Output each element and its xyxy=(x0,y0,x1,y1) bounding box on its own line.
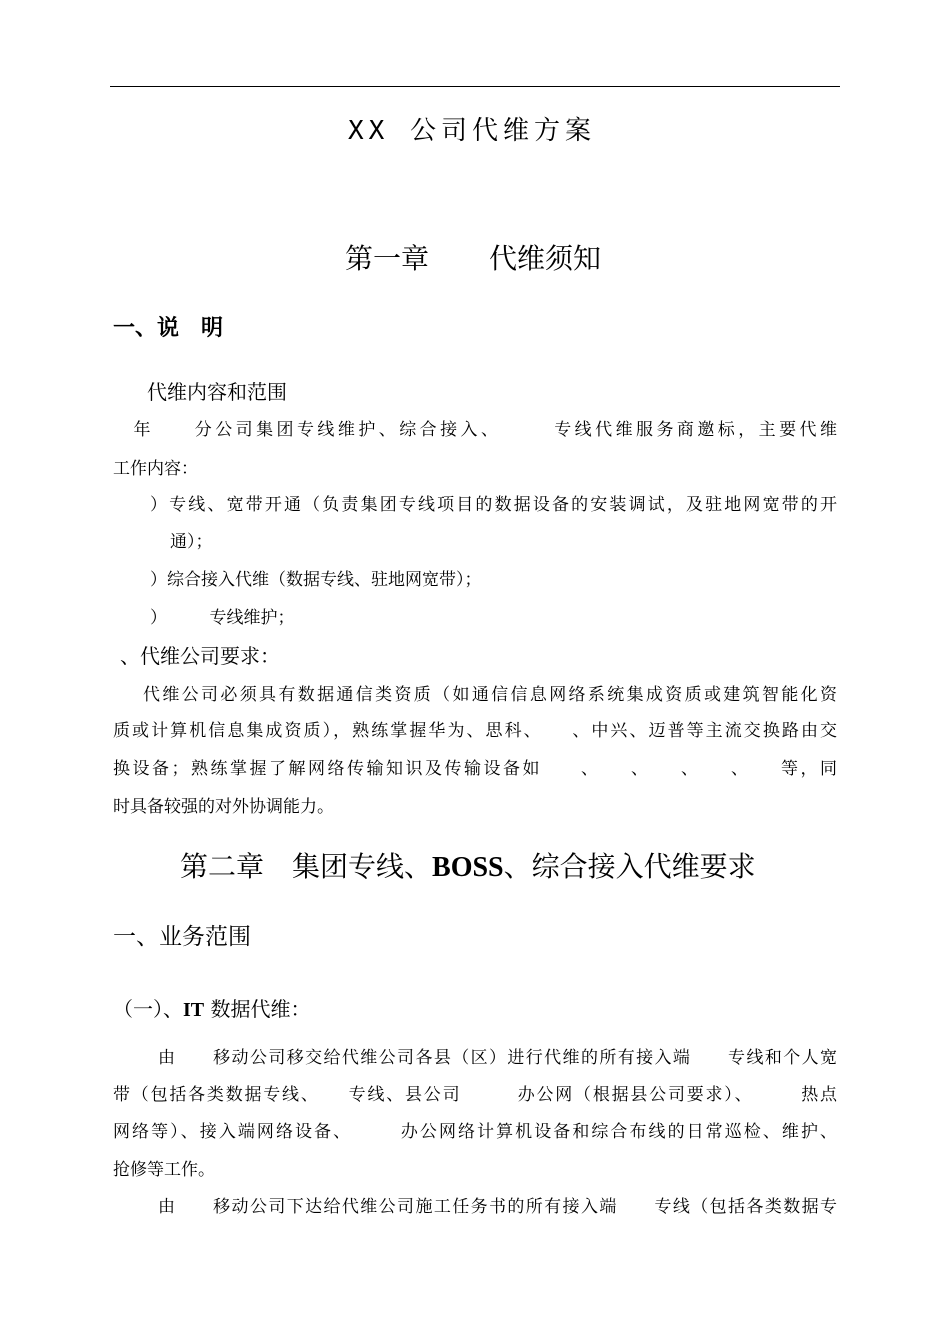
chapter2-heading xyxy=(180,845,756,885)
requirements-line-4: 时具备较强的对外协调能力。 xyxy=(113,797,334,817)
it-para1-line1: 由 移动公司移交给代维公司各县（区）进行代维的所有接入端 专线和个人宽 xyxy=(158,1048,837,1068)
header-rule xyxy=(110,86,840,87)
chapter2-boss: BOSS xyxy=(432,852,504,883)
scope-intro-line2: 工作内容： xyxy=(113,459,198,479)
subsection-heading-scope: 代维内容和范围 xyxy=(147,380,287,404)
section-heading-explanation: 一、说 明 xyxy=(113,316,224,341)
scope-item-2: ）综合接入代维（数据专线、驻地网宽带）； xyxy=(150,570,482,590)
it-prefix: （一）、 xyxy=(113,997,183,1021)
requirements-line-1: 代维公司必须具有数据通信类资质（如通信信息网络系统集成资质或建筑智能化资 xyxy=(143,685,837,705)
requirements-line-2: 质或计算机信息集成资质），熟练掌握华为、思科、 、中兴、迈普等主流交换路由交 xyxy=(113,721,837,741)
it-para2-line1: 由 移动公司下达给代维公司施工任务书的所有接入端 专线（包括各类数据专 xyxy=(158,1197,837,1217)
it-para1-line4: 抢修等工作。 xyxy=(113,1160,215,1180)
it-para1-line2: 带（包括各类数据专线、 专线、县公司 办公网（根据县公司要求）、 热点 xyxy=(113,1085,837,1105)
subsection-heading-it-maintenance xyxy=(113,993,310,1022)
chapter1-label: 第一章 xyxy=(345,242,430,275)
scope-intro-line1: 年 分公司集团专线维护、综合接入、 专线代维服务商邀标，主要代维 xyxy=(113,420,837,440)
chapter2-prefix: 第二章 集团专线、 xyxy=(180,850,433,883)
it-para1-line3: 网络等）、接入端网络设备、 办公网络计算机设备和综合布线的日常巡检、维护、 xyxy=(113,1122,837,1142)
subsection-heading-requirements: 、代维公司要求： xyxy=(120,644,280,668)
scope-item-1-line2: 通）； xyxy=(170,532,213,552)
section-heading-business-scope: 一、业务范围 xyxy=(113,924,251,950)
it-bold: IT xyxy=(183,999,205,1021)
requirements-line-3: 换设备；熟练掌握了解网络传输知识及传输设备如 、 、 、 、 等，同 xyxy=(113,759,837,779)
chapter2-suffix: 、综合接入代维要求 xyxy=(503,850,756,883)
it-suffix: 数据代维： xyxy=(204,997,311,1021)
scope-item-1-line1: ）专线、宽带开通（负责集团专线项目的数据设备的安装调试，及驻地网宽带的开 xyxy=(150,495,837,515)
document-title: XX 公司代维方案 xyxy=(348,116,596,146)
chapter1-title: 代维须知 xyxy=(489,242,602,275)
chapter1-heading xyxy=(345,237,601,277)
scope-item-3: ） 专线维护； xyxy=(150,608,295,628)
